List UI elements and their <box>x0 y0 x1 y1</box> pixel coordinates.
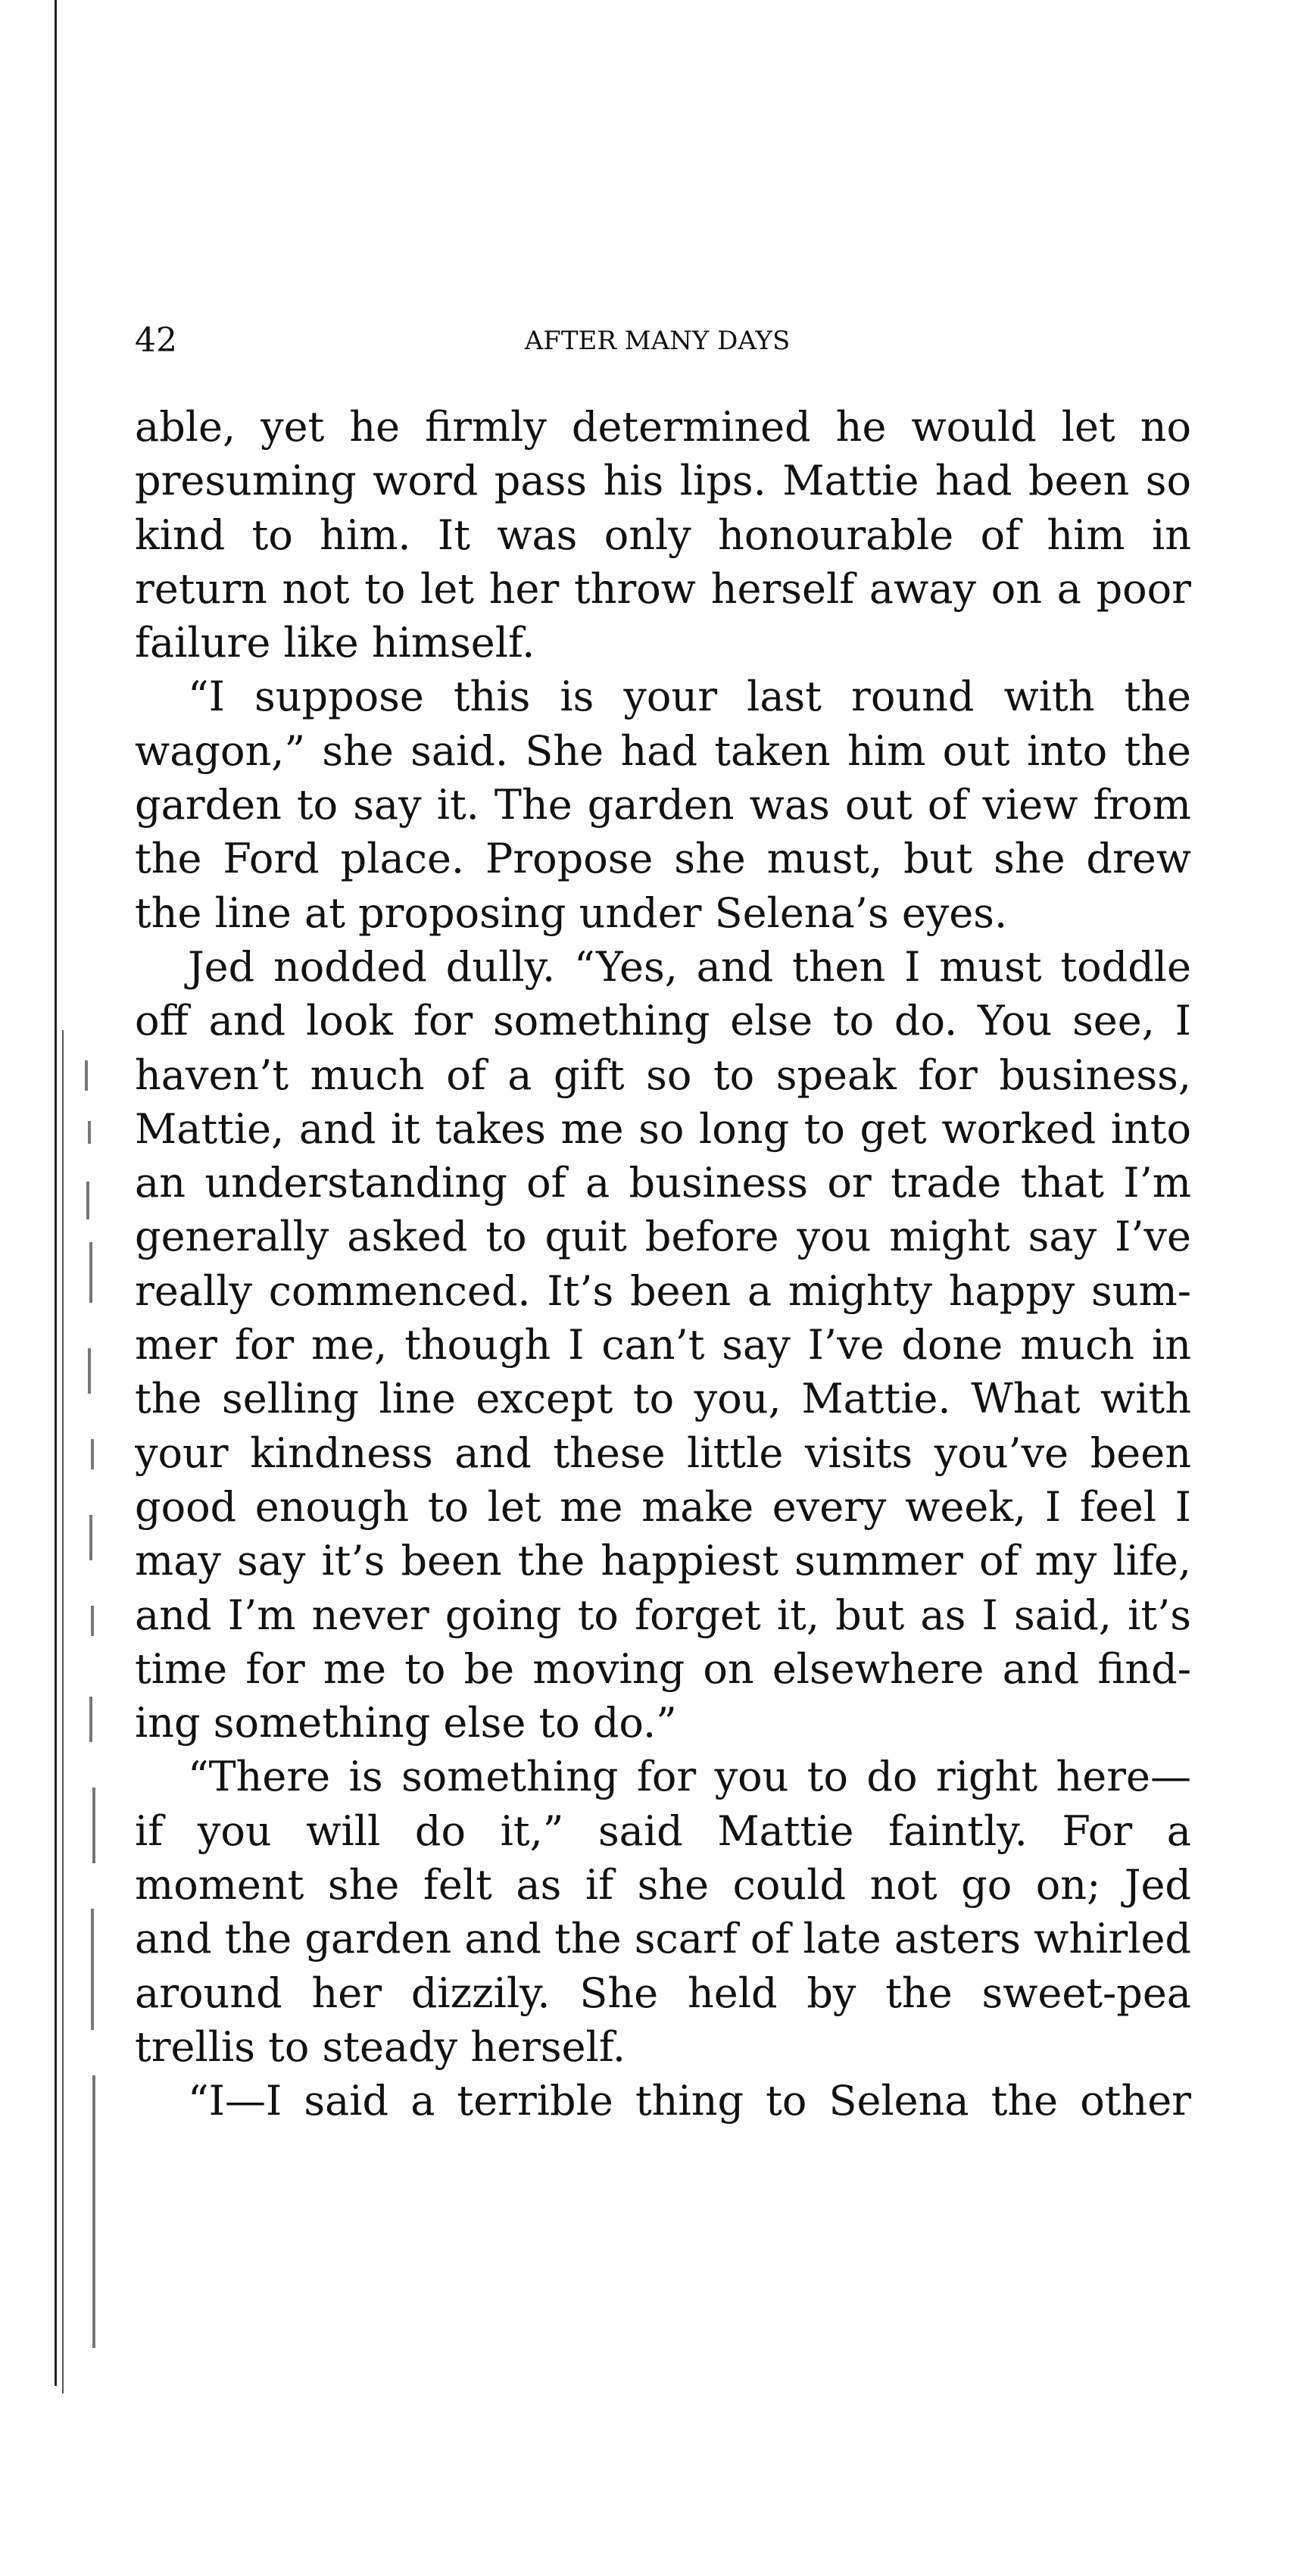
page-header <box>135 318 1180 364</box>
scan-speck <box>88 1121 91 1144</box>
scan-speck <box>91 1439 94 1469</box>
text-line: able, yet he firmly determined he would let no <box>135 403 1191 451</box>
text-line: and I’m never going to forget it, but as I said, it’s <box>135 1591 1191 1639</box>
text-line: off and look for something else to do. You see, I <box>135 997 1191 1045</box>
scan-speck <box>88 1348 91 1394</box>
scan-speck <box>85 1060 88 1091</box>
text-line: and the garden and the scarf of late asters whirled <box>135 1915 1191 1963</box>
scan-speck <box>89 1515 92 1560</box>
text-line: your kindness and these little visits you’ve been <box>135 1429 1191 1477</box>
text-line: if you will do it,” said Mattie faintly. For a <box>135 1806 1191 1855</box>
text-line: generally asked to quit before you might say I’ve <box>135 1213 1191 1261</box>
text-line: trellis to steady herself. <box>135 2022 626 2071</box>
text-line: presuming word pass his lips. Mattie had been so <box>135 457 1191 505</box>
scan-speck <box>92 1788 95 1863</box>
text-line: return not to let her throw herself away on a poor <box>135 564 1191 613</box>
text-line: the line at proposing under Selena’s eyes. <box>135 888 1008 937</box>
text-line: really commenced. It’s been a mighty happy sum- <box>135 1266 1191 1315</box>
binding-gutter-marks <box>47 0 108 2409</box>
text-line: Mattie, and it takes me so long to get worked into <box>135 1104 1191 1153</box>
text-line: “I suppose this is your last round with the <box>188 673 1191 721</box>
binding-rule-left <box>55 0 57 2386</box>
text-line: ing something else to do.” <box>135 1699 677 1747</box>
scan-speck <box>91 1606 94 1636</box>
scan-speck <box>86 1182 89 1219</box>
text-line: garden to say it. The garden was out of view from <box>135 781 1191 829</box>
scan-speck <box>91 1909 94 2030</box>
text-line: failure like himself. <box>135 619 535 667</box>
text-line: “There is something for you to do right here— <box>188 1753 1191 1801</box>
text-line: the selling line except to you, Mattie. What with <box>135 1375 1191 1423</box>
text-line: time for me to be moving on elsewhere and find- <box>135 1644 1191 1693</box>
text-line: the Ford place. Propose she must, but she drew <box>135 835 1191 883</box>
scan-speck <box>92 2075 95 2348</box>
text-line: around her dizzily. She held by the sweet-pea <box>135 1969 1191 2017</box>
binding-rule-right <box>62 1030 64 2393</box>
scan-speck <box>89 1242 92 1303</box>
text-line: haven’t much of a gift so to speak for business, <box>135 1051 1191 1099</box>
text-line: “I—I said a terrible thing to Selena the other <box>188 2077 1191 2125</box>
text-line: good enough to let me make every week, I feel I <box>135 1482 1191 1531</box>
running-head: AFTER MANY DAYS <box>524 326 791 356</box>
body-text <box>135 400 1191 2128</box>
text-line: may say it’s been the happiest summer of my life, <box>135 1537 1191 1585</box>
scan-speck <box>89 1697 92 1742</box>
text-line: Jed nodded dully. “Yes, and then I must toddle <box>188 942 1191 991</box>
text-line: moment she felt as if she could not go on; Jed <box>135 1861 1191 1909</box>
page-number: 42 <box>135 321 177 360</box>
text-line: an understanding of a business or trade that I’m <box>135 1159 1191 1207</box>
text-line: mer for me, though I can’t say I’ve done much in <box>135 1321 1191 1369</box>
text-line: kind to him. It was only honourable of him in <box>135 511 1191 559</box>
text-line: wagon,” she said. She had taken him out into the <box>135 726 1191 775</box>
